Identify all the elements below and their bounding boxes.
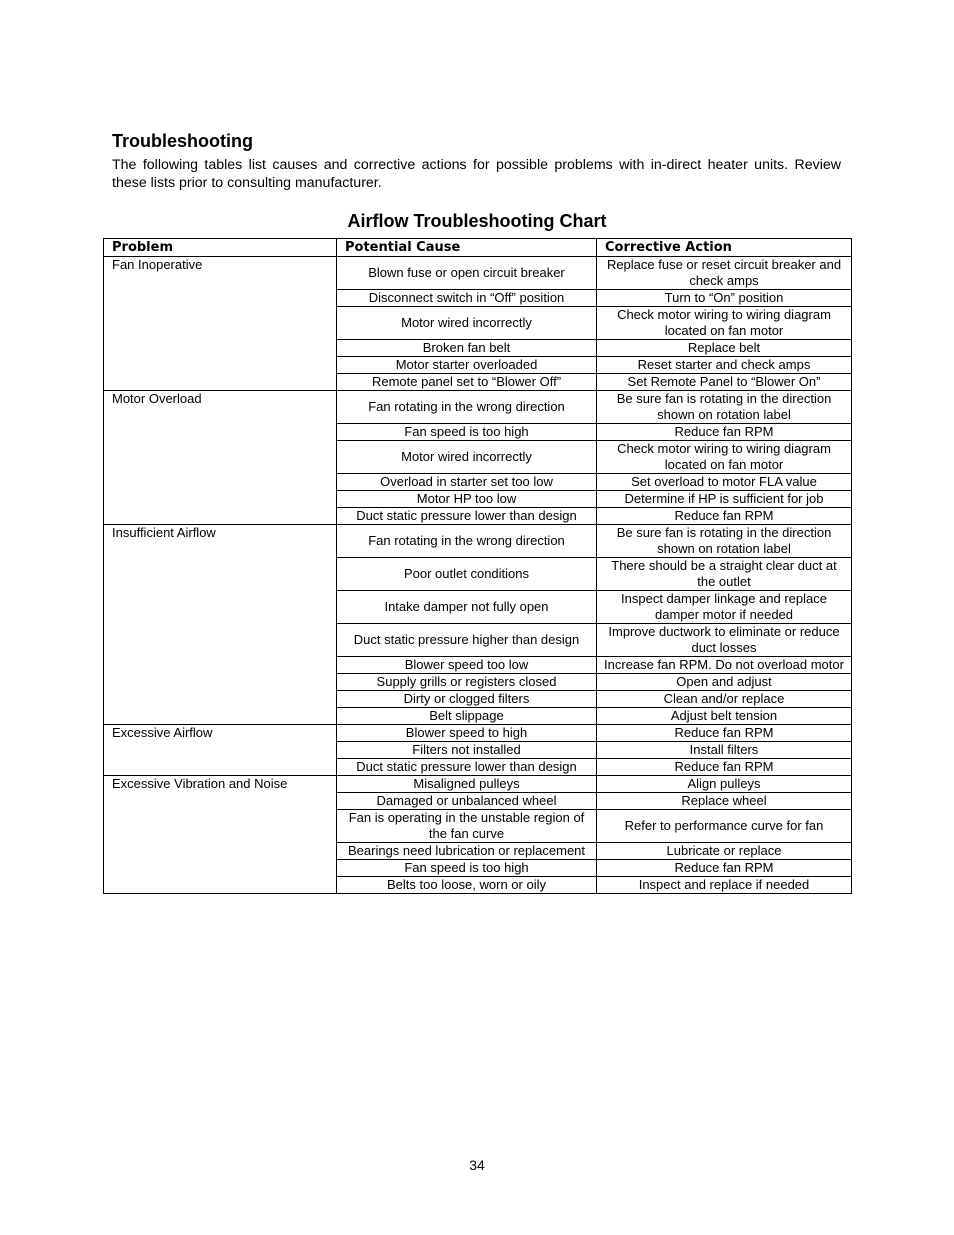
action-cell: Adjust belt tension — [597, 708, 852, 725]
table-header — [104, 239, 852, 257]
action-cell: Reduce fan RPM — [597, 860, 852, 877]
cause-cell: Damaged or unbalanced wheel — [337, 793, 597, 810]
action-cell: Set overload to motor FLA value — [597, 474, 852, 491]
table-row — [104, 257, 852, 290]
cause-cell: Overload in starter set too low — [337, 474, 597, 491]
cause-cell: Motor HP too low — [337, 491, 597, 508]
cause-cell: Fan is operating in the unstable region of the fan curve — [337, 810, 597, 843]
action-cell: There should be a straight clear duct at the outlet — [597, 558, 852, 591]
cause-cell: Misaligned pulleys — [337, 776, 597, 793]
action-cell: Increase fan RPM. Do not overload motor — [597, 657, 852, 674]
action-cell: Replace fuse or reset circuit breaker and check amps — [597, 257, 852, 290]
intro-paragraph: The following tables list causes and corrective actions for possible problems with in-direct heater units. Review these lists prior to consulting manufacturer. — [112, 157, 841, 191]
table-row — [104, 776, 852, 793]
problem-cell: Excessive Vibration and Noise — [104, 776, 337, 894]
cause-cell: Blower speed too low — [337, 657, 597, 674]
action-cell: Replace belt — [597, 340, 852, 357]
action-cell: Determine if HP is sufficient for job — [597, 491, 852, 508]
action-cell: Check motor wiring to wiring diagram located on fan motor — [597, 441, 852, 474]
cause-cell: Belts too loose, worn or oily — [337, 877, 597, 894]
action-cell: Be sure fan is rotating in the direction shown on rotation label — [597, 525, 852, 558]
cause-cell: Blower speed to high — [337, 725, 597, 742]
cause-cell: Fan speed is too high — [337, 424, 597, 441]
action-cell: Align pulleys — [597, 776, 852, 793]
table-row — [104, 725, 852, 742]
cause-cell: Bearings need lubrication or replacement — [337, 843, 597, 860]
chart-title: Airflow Troubleshooting Chart — [347, 211, 607, 231]
action-cell: Inspect and replace if needed — [597, 877, 852, 894]
troubleshooting-table — [103, 238, 852, 894]
chart-title-wrapper — [0, 210, 954, 232]
action-cell: Reduce fan RPM — [597, 424, 852, 441]
action-cell: Reduce fan RPM — [597, 725, 852, 742]
action-cell: Reduce fan RPM — [597, 508, 852, 525]
problem-cell: Insufficient Airflow — [104, 525, 337, 725]
action-cell: Turn to “On” position — [597, 290, 852, 307]
problem-cell: Motor Overload — [104, 391, 337, 525]
action-cell: Clean and/or replace — [597, 691, 852, 708]
cause-cell: Dirty or clogged filters — [337, 691, 597, 708]
cause-cell: Filters not installed — [337, 742, 597, 759]
action-cell: Inspect damper linkage and replace damper motor if needed — [597, 591, 852, 624]
header-row — [104, 239, 852, 257]
action-cell: Lubricate or replace — [597, 843, 852, 860]
action-cell: Install filters — [597, 742, 852, 759]
cause-cell: Blown fuse or open circuit breaker — [337, 257, 597, 290]
column-header-cause: Potential Cause — [337, 239, 597, 257]
cause-cell: Duct static pressure higher than design — [337, 624, 597, 657]
cause-cell: Motor wired incorrectly — [337, 307, 597, 340]
cause-cell: Fan rotating in the wrong direction — [337, 525, 597, 558]
cause-cell: Duct static pressure lower than design — [337, 759, 597, 776]
cause-cell: Belt slippage — [337, 708, 597, 725]
page-number: 34 — [469, 1157, 485, 1173]
cause-cell: Remote panel set to “Blower Off” — [337, 374, 597, 391]
cause-cell: Supply grills or registers closed — [337, 674, 597, 691]
column-header-action: Corrective Action — [597, 239, 852, 257]
action-cell: Reset starter and check amps — [597, 357, 852, 374]
problem-cell: Excessive Airflow — [104, 725, 337, 776]
action-cell: Refer to performance curve for fan — [597, 810, 852, 843]
table-row — [104, 391, 852, 424]
cause-cell: Broken fan belt — [337, 340, 597, 357]
action-cell: Replace wheel — [597, 793, 852, 810]
cause-cell: Duct static pressure lower than design — [337, 508, 597, 525]
table-row — [104, 525, 852, 558]
section-heading: Troubleshooting — [112, 131, 253, 151]
action-cell: Set Remote Panel to “Blower On” — [597, 374, 852, 391]
action-cell: Be sure fan is rotating in the direction shown on rotation label — [597, 391, 852, 424]
table-body — [104, 257, 852, 894]
cause-cell: Intake damper not fully open — [337, 591, 597, 624]
action-cell: Reduce fan RPM — [597, 759, 852, 776]
cause-cell: Poor outlet conditions — [337, 558, 597, 591]
action-cell: Open and adjust — [597, 674, 852, 691]
cause-cell: Motor wired incorrectly — [337, 441, 597, 474]
action-cell: Check motor wiring to wiring diagram located on fan motor — [597, 307, 852, 340]
cause-cell: Fan rotating in the wrong direction — [337, 391, 597, 424]
problem-cell: Fan Inoperative — [104, 257, 337, 391]
cause-cell: Fan speed is too high — [337, 860, 597, 877]
cause-cell: Motor starter overloaded — [337, 357, 597, 374]
column-header-problem: Problem — [104, 239, 337, 257]
cause-cell: Disconnect switch in “Off” position — [337, 290, 597, 307]
action-cell: Improve ductwork to eliminate or reduce duct losses — [597, 624, 852, 657]
